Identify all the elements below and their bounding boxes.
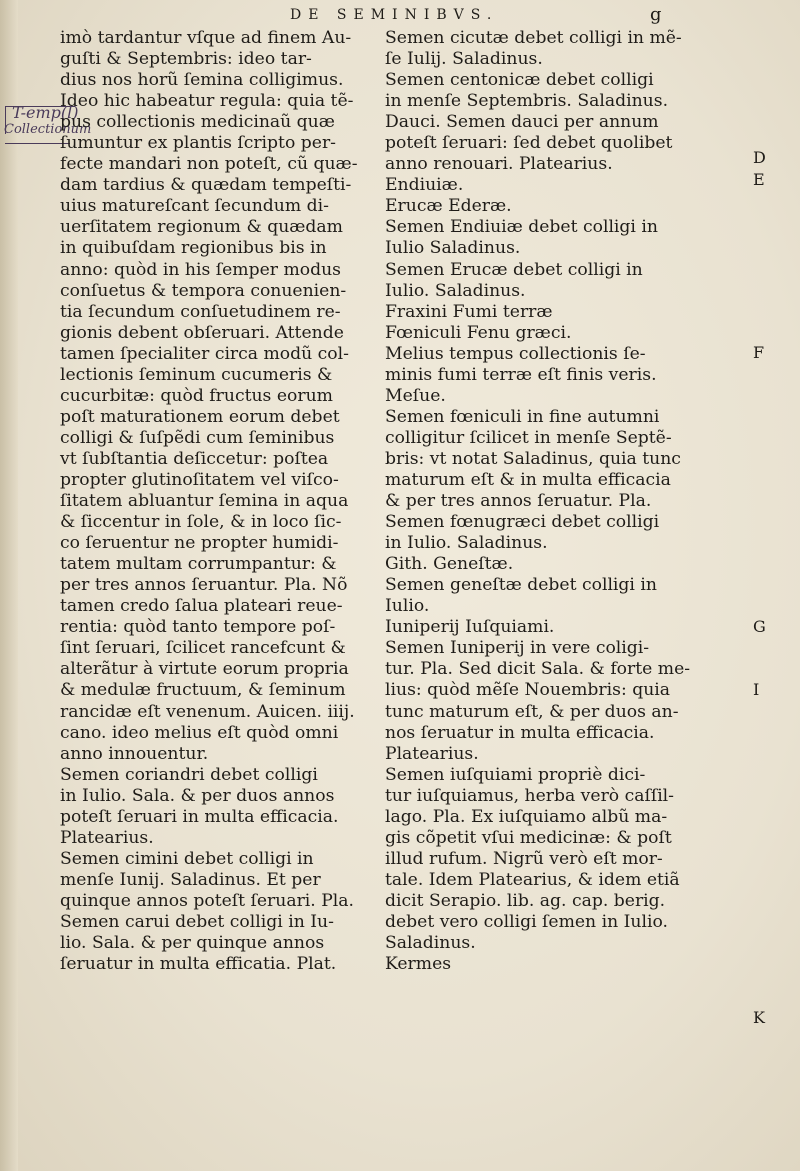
left-column-line: co ſeruentur ne propter humidi- [60,533,339,554]
margin-annotation-1: T-emp(l) [12,103,79,122]
right-column-line: Semen Endiuiæ debet colligi in [385,217,658,238]
right-column-line: Melius tempus collectionis ſe- [385,343,646,364]
right-column-line: Dauci. Semen dauci per annum [385,112,659,133]
left-column-line: anno innouentur. [60,743,209,764]
right-column-line: lius: quòd mẽſe Nouembris: quia [385,680,671,701]
left-column-line: Ideo hic habeatur regula: quia tẽ- [60,91,354,112]
right-column-line: colligitur ſcilicet in menſe Septẽ- [385,427,672,448]
right-column-line: Semen fœniculi in fine autumni [385,406,660,427]
right-column-line: gis cõpetit vſui medicinæ: & poſt [385,827,672,848]
right-column-line: Fraxini Fumi terræ [385,301,553,322]
right-column-line: bris: vt notat Saladinus, quia tunc [385,448,681,469]
left-column-line: ſeruatur in multa efficatia. Plat. [60,954,337,975]
left-column-line: conſuetus & tempora conuenien- [60,280,347,301]
right-column-line: dicit Serapio. lib. ag. cap. berig. [385,890,666,911]
right-column-line: Gith. Geneſtæ. [385,554,514,575]
right-column-line: Iulio. Saladinus. [385,280,526,301]
right-column-line: Saladinus. [385,933,476,954]
right-column-line: ſe Iulij. Saladinus. [385,49,543,70]
right-column-line: tunc maturum eſt, & per duos an- [385,701,679,722]
right-column-line: Endiuiæ. [385,175,464,196]
left-column-line: vt ſubſtantia deſiccetur: poſtea [60,448,329,469]
right-column-line: Meſue. [385,385,446,406]
left-column-line: lio. Sala. & per quinque annos [60,933,325,954]
left-column-line: anno: quòd in his ſemper modus [60,259,341,280]
left-column-line: menſe Iunij. Saladinus. Et per [60,869,321,890]
right-column-line: lago. Pla. Ex iuſquiamo albũ ma- [385,806,668,827]
right-column-line: Kermes [385,954,452,975]
margin-letter-e: E [753,170,765,189]
left-column-line: in quibuſdam regionibus bis in [60,238,327,259]
left-column-line: lectionis ſeminum cucumeris & [60,364,333,385]
left-column-line: ſint ſeruari, ſcilicet rancefcunt & [60,638,346,659]
left-column-line: uerſitatem regionum & quædam [60,217,343,238]
left-column-line: cano. ideo melius eſt quòd omni [60,722,339,743]
binding-gutter [0,0,18,1171]
left-text-column [60,28,370,975]
folio-signature: g [650,4,662,25]
left-column-line: dam tardius & quædam tempeſti- [60,175,352,196]
left-column-line: & medulæ fructuum, & ſeminum [60,680,346,701]
left-column-line: poteſt ſeruari in multa efficacia. [60,806,339,827]
left-column-line: Semen coriandri debet colligi [60,764,318,785]
right-column-line: Iuniperij Iuſquiami. [385,617,555,638]
right-column-line: Erucæ Ederæ. [385,196,512,217]
margin-letter-d: D [753,148,766,167]
right-column-line: in Iulio. Saladinus. [385,533,548,554]
left-column-line: tia ſecundum conſuetudinem re- [60,301,341,322]
left-column-line: cucurbitæ: quòd fructus eorum [60,385,333,406]
right-column-line: Semen centonicæ debet colligi [385,70,654,91]
margin-letter-i: I [753,680,760,699]
right-column-line: Iulio. [385,596,430,617]
left-column-line: guſti & Septembris: ideo tar- [60,49,312,70]
left-column-line: Platearius. [60,827,154,848]
right-column-line: Semen geneſtæ debet colligi in [385,575,657,596]
left-column-line: Semen carui debet colligi in Iu- [60,911,334,932]
right-column-line: tale. Idem Platearius, & idem etiã [385,869,680,890]
left-column-line: & ſiccentur in ſole, & in loco ſic- [60,512,342,533]
right-column-line: Semen Erucæ debet colligi in [385,259,643,280]
left-column-line: per tres annos ſeruantur. Pla. Nõ [60,575,348,596]
right-column-line: maturum eſt & in multa efficacia [385,469,671,490]
right-column-line: tur. Pla. Sed dicit Sala. & forte me- [385,659,691,680]
right-column-line: debet vero colligi ſemen in Iulio. [385,911,668,932]
right-column-line: Semen Iuniperij in vere coligi- [385,638,650,659]
left-column-line: ſumuntur ex plantis ſcripto per- [60,133,336,154]
left-column-line: rentia: quòd tanto tempore poſ- [60,617,336,638]
margin-annotation-2: Collectionum [4,122,92,137]
right-column-line: minis fumi terræ eſt finis veris. [385,364,657,385]
left-column-line: tamen credo ſalua plateari reue- [60,596,343,617]
right-column-line: poteſt ſeruari: ſed debet quolibet [385,133,673,154]
margin-letter-f: F [753,343,765,362]
left-column-line: rancidæ eſt venenum. Auicen. iiij. [60,701,355,722]
left-column-line: tatem multam corrumpantur: & [60,554,337,575]
right-column-line: Iulio Saladinus. [385,238,521,259]
right-text-column [385,28,705,975]
margin-letter-g: G [753,617,766,636]
left-column-line: quinque annos poteſt ſeruari. Pla. [60,890,355,911]
running-header: DE SEMINIBVS. [290,7,499,23]
right-column-line: Platearius. [385,743,479,764]
right-column-line: & per tres annos ſeruatur. Pla. [385,491,652,512]
left-column-line: tamen ſpecialiter circa modũ col- [60,343,349,364]
right-column-line: Semen cicutæ debet colligi in mẽ- [385,28,682,48]
right-column-line: Fœniculi Fenu græci. [385,322,572,343]
right-column-line: tur iuſquiamus, herba verò caſſil- [385,785,674,806]
left-column-line: uius matureſcant ſecundum di- [60,196,329,217]
left-column-line: imò tardantur vſque ad finem Au- [60,28,352,48]
right-column-line: in menſe Septembris. Saladinus. [385,91,669,112]
left-column-line: ſitatem abluantur ſemina in aqua [60,491,349,512]
left-column-line: alterãtur à virtute eorum propria [60,659,349,680]
left-column-line: gionis debent obſeruari. Attende [60,322,344,343]
margin-letter-k: K [753,1008,765,1027]
right-column-line: Semen iuſquiami propriè dici- [385,764,646,785]
left-column-line: pus collectionis medicinaũ quæ [60,112,335,133]
left-column-line: poſt maturationem eorum debet [60,406,340,427]
left-column-line: colligi & ſuſpẽdi cum ſeminibus [60,427,335,448]
right-column-line: nos ſeruatur in multa efficacia. [385,722,655,743]
left-column-line: propter glutinoſitatem vel viſco- [60,469,339,490]
left-column-line: fecte mandari non poteſt, cũ quæ- [60,154,358,175]
right-column-line: illud rufum. Nigrũ verò eſt mor- [385,848,663,869]
right-column-line: anno renouari. Platearius. [385,154,613,175]
left-column-line: in Iulio. Sala. & per duos annos [60,785,335,806]
left-column-line: Semen cimini debet colligi in [60,848,314,869]
right-column-line: Semen fœnugræci debet colligi [385,512,660,533]
left-column-line: dius nos horũ ſemina colligimus. [60,70,344,91]
